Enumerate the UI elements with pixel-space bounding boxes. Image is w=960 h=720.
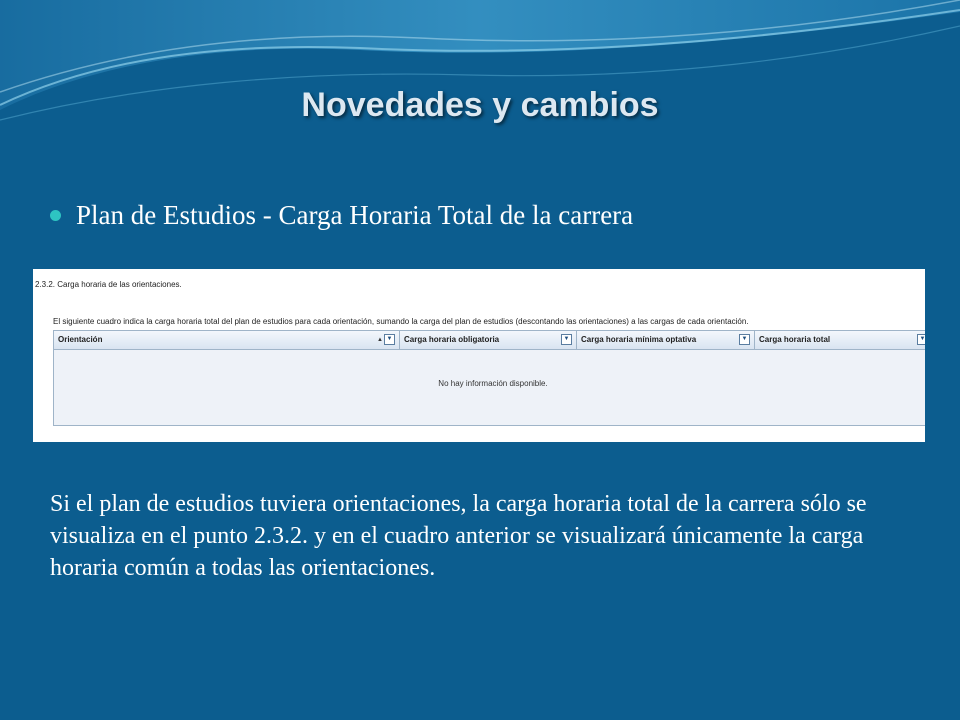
empty-message: No hay información disponible. [438,379,548,388]
grid-header [54,331,925,350]
chevron-down-icon[interactable]: ▼ [384,334,395,345]
section-title: 2.3.2. Carga horaria de las orientaciones. [35,280,182,289]
explanation-paragraph: Si el plan de estudios tuviera orientaciones, la carga horaria total de la carrera sólo se visualiza en el punto 2.3.2. y en el cuadro anterior se visualizará únicamente la carga horaria común a todas las orientaciones. [50,491,867,581]
intro-text: El siguiente cuadro indica la carga horaria total del plan de estudios para cada orientación, sumando la carga del plan de estudios (descontando las orientaciones) a las cargas de cada orientación. [53,317,749,326]
column-header-carga-minima-optativa[interactable] [577,331,755,349]
column-header-carga-obligatoria[interactable] [400,331,577,349]
column-header-carga-total[interactable] [755,331,925,349]
bullet-icon [50,210,61,221]
chevron-down-icon[interactable]: ▼ [561,334,572,345]
chevron-down-icon[interactable]: ▼ [917,334,925,345]
slide-title: Novedades y cambios [301,86,659,124]
sort-asc-icon[interactable]: ▲ [377,337,383,343]
data-grid [53,330,925,426]
column-label: Orientación [58,335,103,344]
column-header-orientacion[interactable] [54,331,400,349]
embedded-screenshot [33,269,925,442]
column-label: Carga horaria total [759,335,831,344]
bullet-item [50,200,633,231]
chevron-down-icon[interactable]: ▼ [739,334,750,345]
bullet-text: Plan de Estudios - Carga Horaria Total de la carrera [76,200,634,230]
column-label: Carga horaria mínima optativa [581,335,697,344]
column-label: Carga horaria obligatoria [404,335,500,344]
